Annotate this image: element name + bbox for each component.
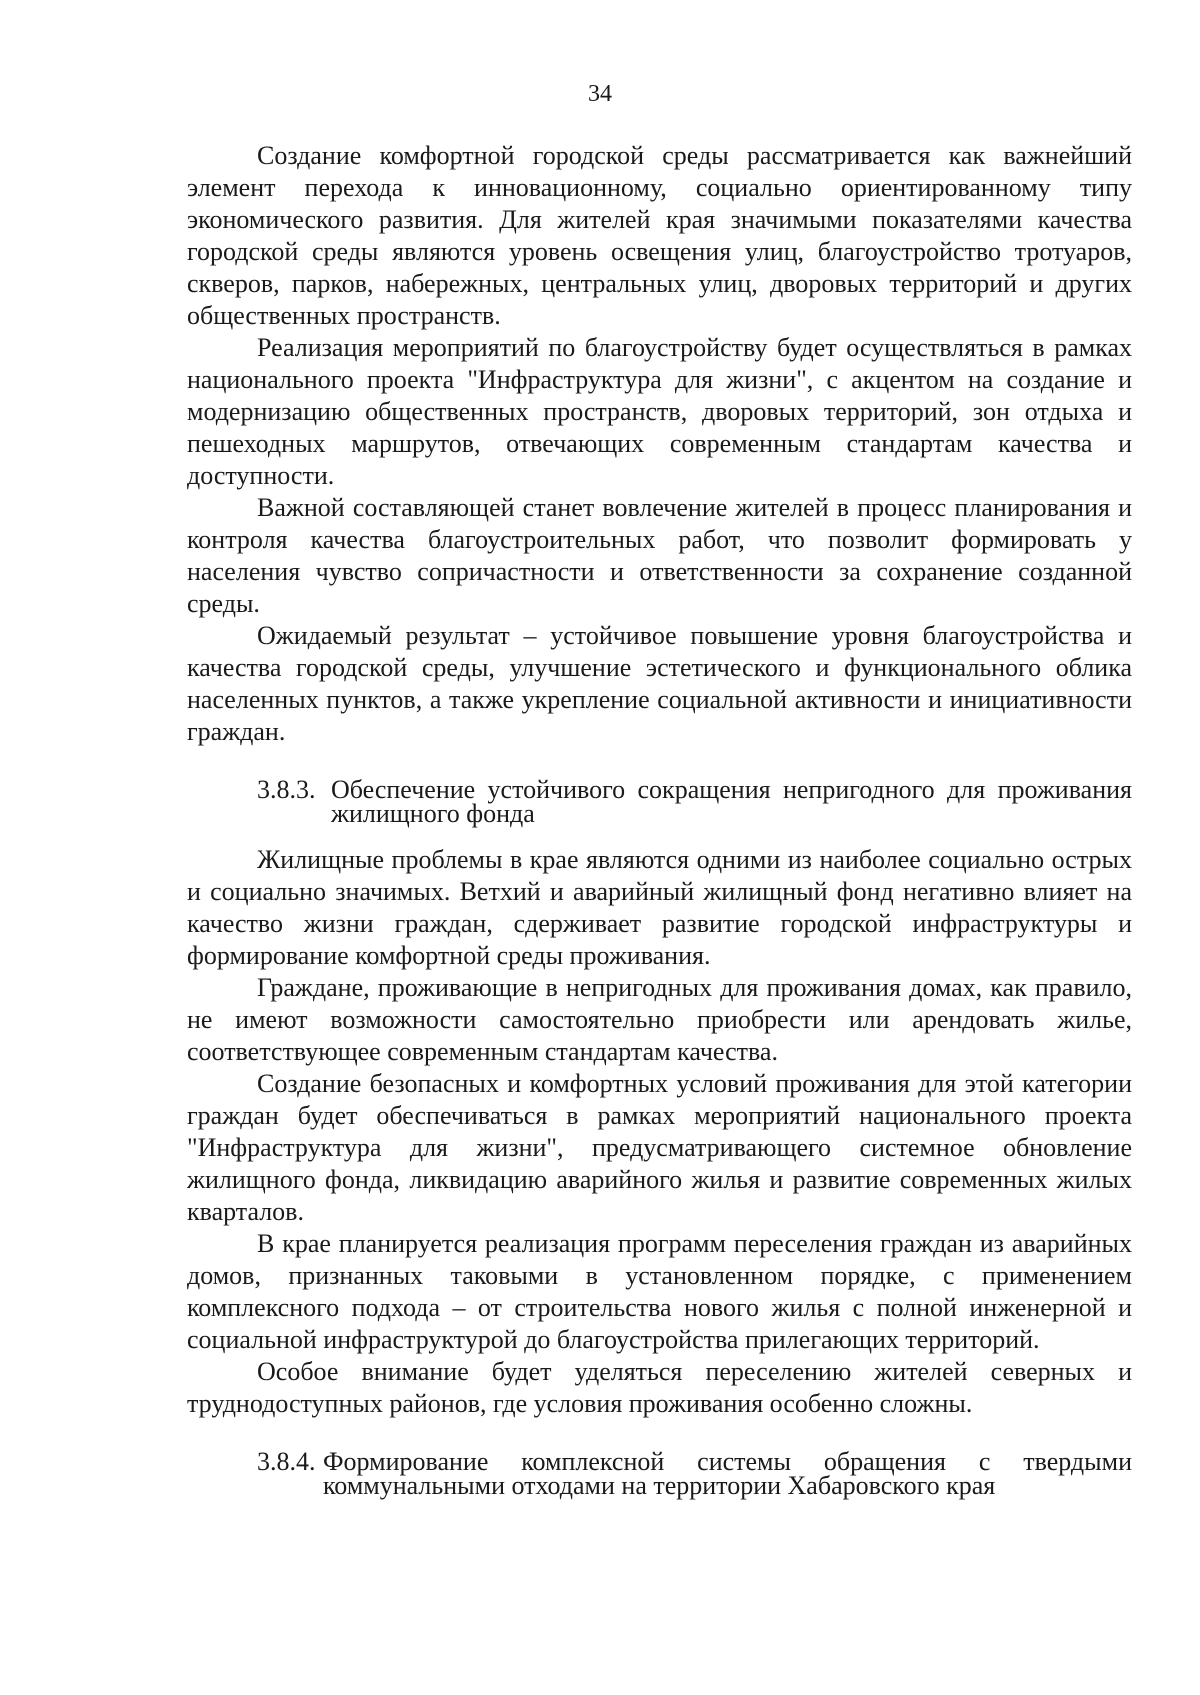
- page-number: 34: [588, 81, 612, 107]
- paragraph-housing-problems: Жилищные проблемы в крае являются одними из наиболее социально острых и социально значимых. Ветхий и аварийный жилищный фонд негативно влияет на качество жизни граждан, сдерживает развитие городской инфраструктуры и формирование комфортной среды проживания.: [187, 845, 1132, 970]
- section-number: 3.8.3.: [257, 775, 316, 804]
- paragraph-resettlement-programs: В крае планируется реализация программ переселения граждан из аварийных домов, признанных таковыми в установленном порядке, с применением комплексного подхода – от строительства нового жилья с полной инженерной и социальной инфраструктурой до благоустройства прилегающих территорий.: [187, 1229, 1132, 1354]
- paragraph-northern-districts: Особое внимание будет уделяться переселению жителей северных и труднодоступных районов, где условия проживания особенно сложны.: [187, 1357, 1132, 1418]
- paragraph-safe-conditions: Создание безопасных и комфортных условий проживания для этой категории граждан будет обеспечиваться в рамках мероприятий национального проекта "Инфраструктура для жизни", предусматривающего системное обновление жилищного фонда, ликвидацию аварийного жилья и развитие современных жилых кварталов.: [187, 1069, 1132, 1226]
- section-number: 3.8.4.: [257, 1447, 316, 1476]
- section-title: Формирование комплексной системы обращения с твердыми коммунальными отходами на территории Хабаровского края: [323, 1447, 1132, 1500]
- paragraph-resident-involvement: Важной составляющей станет вовлечение жителей в процесс планирования и контроля качества благоустроительных работ, что позволит формировать у населения чувство сопричастности и ответственности за сохранение созданной среды.: [187, 493, 1132, 618]
- document-body: [187, 140, 1132, 1498]
- section-title: Обеспечение устойчивого сокращения непригодного для проживания жилищного фонда: [331, 775, 1132, 828]
- paragraph-unfit-housing-residents: Граждане, проживающие в непригодных для проживания домах, как правило, не имеют возможности самостоятельно приобрести или арендовать жилье, соответствующее современным стандартам качества.: [187, 973, 1132, 1066]
- paragraph-improvement-measures: Реализация мероприятий по благоустройству будет осуществляться в рамках национального проекта "Инфраструктура для жизни", с акцентом на создание и модернизацию общественных пространств, дворовых территорий, зон отдыха и пешеходных маршрутов, отвечающих современным стандартам качества и доступности.: [187, 333, 1132, 490]
- section-heading-3-8-4: [187, 1447, 1132, 1500]
- paragraph-expected-result: Ожидаемый результат – устойчивое повышение уровня благоустройства и качества городской среды, улучшение эстетического и функционального облика населенных пунктов, а также укрепление социальной активности и инициативности граждан.: [187, 621, 1132, 746]
- section-heading-3-8-3: [187, 775, 1132, 828]
- paragraph-urban-environment: Создание комфортной городской среды рассматривается как важнейший элемент перехода к инновационному, социально ориентированному типу экономического развития. Для жителей края значимыми показателями качества городской среды являются уровень освещения улиц, благоустройство тротуаров, скверов, парков, набережных, центральных улиц, дворовых территорий и других общественных пространств.: [187, 141, 1132, 330]
